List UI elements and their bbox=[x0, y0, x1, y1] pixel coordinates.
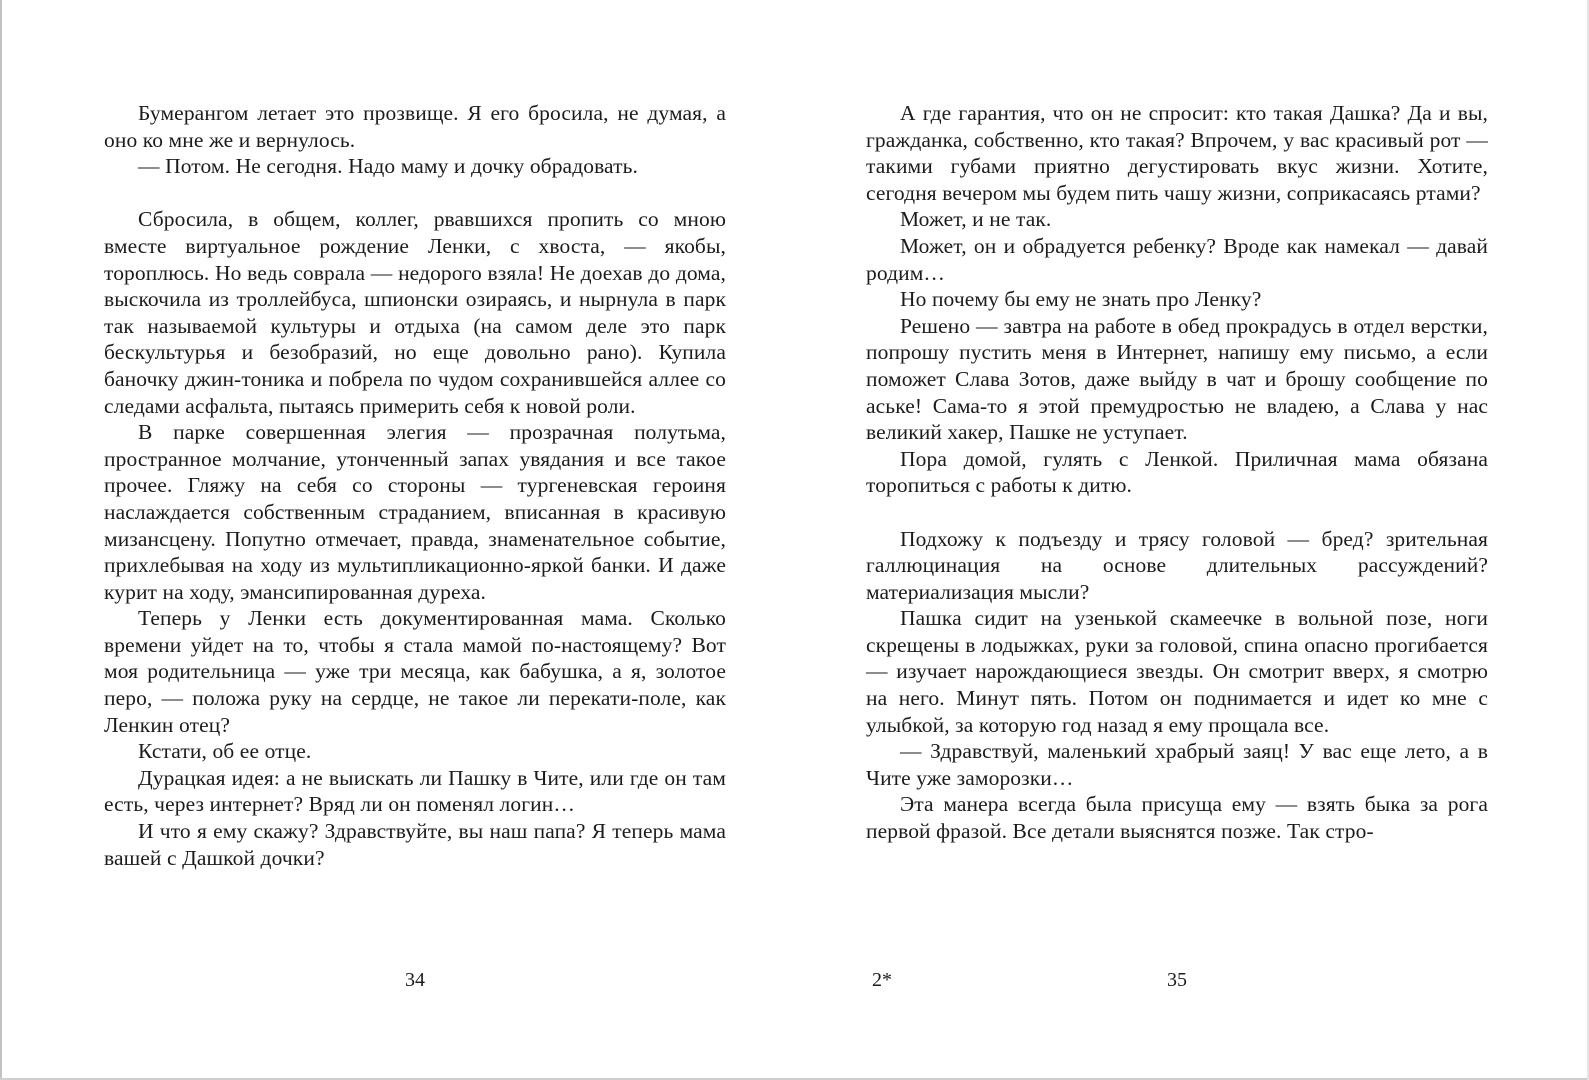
paragraph: Пашка сидит на узенькой скамеечке в вольной позе, ноги скрещены в лодыжках, руки за головой, спина опасно прогибается — изучает нарождающиеся звезды. Он смотрит вверх, я смотрю на него. Минут пять. Потом он поднимается и идет ко мне с улыбкой, за которую год назад я ему прощала все. bbox=[866, 606, 1488, 737]
paragraph: А где гарантия, что он не спросит: кто такая Дашка? Да и вы, гражданка, собственно, кто такая? Впрочем, у вас красивый рот — такими губами приятно дегустировать вкус жизни. Хотите, сегодня вечером мы будем пить чашу жизни, соприкасаясь ртами? bbox=[866, 101, 1488, 205]
signature-mark: 2* bbox=[872, 969, 892, 991]
paragraph: Теперь у Ленки есть документированная мама. Сколько времени уйдет на то, чтобы я стала мамой по-настоящему? Вот моя родительница — уже три месяца, как бабушка, а я, золотое перо, — положа руку на сердце, не такое ли перекати-поле, как Ленкин отец? bbox=[104, 606, 726, 737]
paragraph: Кстати, об ее отце. bbox=[138, 739, 312, 764]
paragraph: Может, и не так. bbox=[900, 207, 1052, 232]
left-page-number: 34 bbox=[405, 969, 425, 991]
paragraph: И что я ему скажу? Здравствуйте, вы наш папа? Я теперь мама вашей с Дашкой дочки? bbox=[104, 819, 726, 870]
paragraph: Сбросила, в общем, коллег, рвавшихся пропить со мною вместе виртуальное рождение Ленки, с хвоста, — якобы, тороплюсь. Но ведь соврала — недорого взяла! Не доехав до дома, выскочила из троллейбуса, шпионски озираясь, и нырнула в парк так называемой культуры и отдыха (на самом деле это парк бескультурья и безобразий, но еще довольно рано). Купила баночку джин-тоника и побрела по чудом сохранившейся аллее со следами асфальта, пытаясь примерить себя к новой роли. bbox=[104, 207, 726, 418]
paragraph: В парке совершенная элегия — прозрачная полутьма, пространное молчание, утонченный запах увядания и все такое прочее. Гляжу на себя со стороны — тургеневская героиня наслаждается собственным страданием, вписанная в красивую мизансцену. Попутно отмечает, правда, знаменательное событие, прихлебывая на ходу из мультипликационно-яркой банки. И даже курит на ходу, эмансипированная дуреха. bbox=[104, 420, 726, 604]
paragraph: Бумерангом летает это прозвище. Я его бросила, не думая, а оно ко мне же и вернулось. bbox=[104, 101, 726, 152]
section-break bbox=[104, 180, 726, 207]
scan-edge-left bbox=[0, 0, 2, 1080]
paragraph: Подхожу к подъезду и трясу головой — бред? зрительная галлюцинация на основе длительных рассуждений? материализация мысли? bbox=[866, 526, 1488, 604]
paragraph: — Здравствуй, маленький храбрый заяц! У вас еще лето, а в Чите уже заморозки… bbox=[866, 739, 1488, 790]
paragraph: — Потом. Не сегодня. Надо маму и дочку обрадовать. bbox=[138, 154, 639, 179]
left-page-text bbox=[104, 100, 726, 871]
paragraph: Решено — завтра на работе в обед прокрадусь в отдел верстки, попрошу пустить меня в Интернет, напишу ему письмо, а если поможет Слава Зотов, даже выйду в чат и брошу сообщение по аське! Сама-то я этой премудростью не владею, а Слава у нас великий хакер, Пашке не уступает. bbox=[866, 313, 1488, 445]
paragraph: Но почему бы ему не знать про Ленку? bbox=[900, 287, 1262, 312]
section-break bbox=[866, 499, 1488, 526]
paragraph: Эта манера всегда была присуща ему — взять быка за рога первой фразой. Все детали выяснятся позже. Так стро- bbox=[866, 792, 1488, 844]
right-page-text bbox=[866, 100, 1488, 845]
paragraph: Может, он и обрадуется ребенку? Вроде как намекал — давай родим… bbox=[866, 233, 1488, 285]
right-page-number: 35 bbox=[1167, 969, 1187, 991]
paragraph: Дурацкая идея: а не выискать ли Пашку в Чите, или где он там есть, через интернет? Вряд ли он поменял логин… bbox=[104, 765, 726, 817]
right-page-footer bbox=[866, 968, 1488, 992]
paragraph: Пора домой, гулять с Ленкой. Приличная мама обязана торопиться с работы к дитю. bbox=[866, 446, 1488, 498]
